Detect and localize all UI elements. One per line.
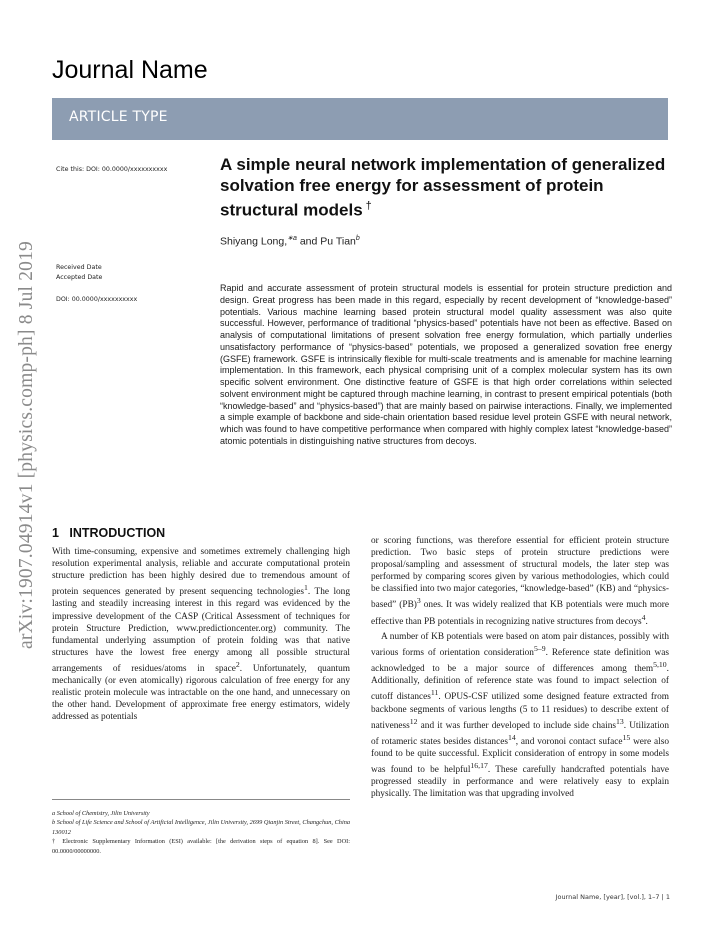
body-column-left: [52, 546, 350, 724]
cite-this: Cite this: DOI: 00.0000/xxxxxxxxxx: [56, 166, 168, 173]
page-footer: Journal Name, [year], [vol.], 1–7 | 1: [555, 893, 670, 901]
received-date: Received Date: [56, 264, 102, 271]
authors: Shiyang Long,$^{∗a}$ and Pu Tian$^b$: [220, 235, 360, 248]
article-type-label: ARTICLE TYPE: [69, 109, 168, 125]
article-title: A simple neural network implementation of generalized solvation free energy for assessment of protein structural models †: [220, 155, 666, 220]
section-heading: 1 INTRODUCTION: [52, 526, 166, 540]
footnote-esi: † Electronic Supplementary Information (ESI) available: [the derivation steps of equation 8]. See DOI: 00.0000/00000000.: [52, 838, 350, 855]
footnote-rule: [52, 799, 350, 800]
paragraph: With time-consuming, expensive and sometimes extremely challenging high resolution experimental analysis, reliable and accurate computational protein structure prediction has been highly desired due to tremendous amount of protein sequences generated by present sequencing technologies$^1$. The long lasting and steadily increasing interest in this regard was evidenced by the impressive development of the CASP (Critical Assessment of techniques for protein Structure Prediction, www.predictioncenter.org) community. The fundamental underlying assumption of protein folding was that native structures have the lowest free energy among all possible structural arrangements of residues/atoms in space$^2$. Unfortunately, quantum mechanically (or even atomically) rigorous calculation of free energy for any realistic protein molecule was intractable on the one hand, and unnecessary on the other hand. Development of approximate free energy estimators, widely addressed as potentials: [52, 547, 350, 723]
paragraph: or scoring functions, was therefore essential for efficient protein structure prediction. Two basic steps of protein structure predictions were proposal/sampling and assessment of structural models, the later step was performed by comparing scores given by various methodologies, which could be classified into two major categories, “knowledge-based” (KB) and “physics-based” (PB)$^3$ ones. It was widely realized that KB potentials were much more effective than PB potentials in recognizing native structures from decoys$^4$.: [371, 536, 669, 627]
arxiv-watermark: arXiv:1907.04914v1 [physics.comp-ph] 8 Jul 2019: [16, 240, 37, 650]
title-dagger: †: [365, 200, 372, 212]
footnote-affiliation-a: a School of Chemistry, Jilin University: [52, 810, 150, 817]
journal-name: Journal Name: [52, 56, 208, 84]
dates-block: [56, 263, 102, 283]
footnote-affiliation-b: b School of Life Science and School of Artificial Intelligence, Jilin University, 2699 Qianjin Street, Changchun, China 130012: [52, 819, 350, 836]
accepted-date: Accepted Date: [56, 274, 103, 281]
body-column-right: [371, 535, 669, 801]
abstract: Rapid and accurate assessment of protein structural models is essential for protein structure prediction and design. Great progress has been made in this regard, especially by recent development of “knowledge-based” potentials. Various machine learning based protein structural model quality assessment was also quite successful. However, performance of traditional “physics-based” potentials have not been as effective. Based on analysis of computational limitations of present solvation free energy formulation, which partially underlies unsatisfactory performance of “physics-based” potentials, we proposed a generalized sovation free energy (GSFE) framework. GSFE is intrinsically flexible for multi-scale treatments and is amenable for machine learning implementation. In this framework, each physical comprising unit of a complex molecular system has its own specific solvent environment. One distinctive feature of GSFE is that high order correlations within selected solvent environment might be captured through machine learning, in contrast to present empirical potentials (both “knowledge-based” and “physics-based”) that are mainly based on pairwise interactions. Finally, we implemented a simple example of backbone and side-chain orientation based residue level protein GSFE with neural network, which was found to have competitive performance when compared with highly complex latest “knowledge-based” atomic potentials in distinguishing native structures from decoys.: [220, 283, 672, 446]
doi: DOI: 00.0000/xxxxxxxxxx: [56, 296, 138, 303]
article-type-banner: [52, 98, 668, 140]
paragraph: A number of KB potentials were based on atom pair distances, possibly with various forms of orientation consideration$^{5-9}$. Reference state definition was acknowledged to be a major source of differences among them$^{5,10}$. Additionally, definition of reference state was found to impact selection of cutoff distances$^{11}$. OPUS-CSF utilized some designed feature extracted from backbone segments of various lengths (5 to 11 residues) to describe extent of nativeness$^{12}$ and it was further developed to include side chains$^{13}$. Utilization of rotameric states besides distances$^{14}$, and voronoi contact suface$^{15}$ were also found to be quite successful. Explicit consideration of entropy in some models was found to be helpful$^{16,17}$. These carefully handcrafted potentials have progressed steadily in performance and were relatively easy to explain physically. The limitation was that upgrading involved: [371, 631, 670, 800]
footnotes: [52, 809, 350, 856]
